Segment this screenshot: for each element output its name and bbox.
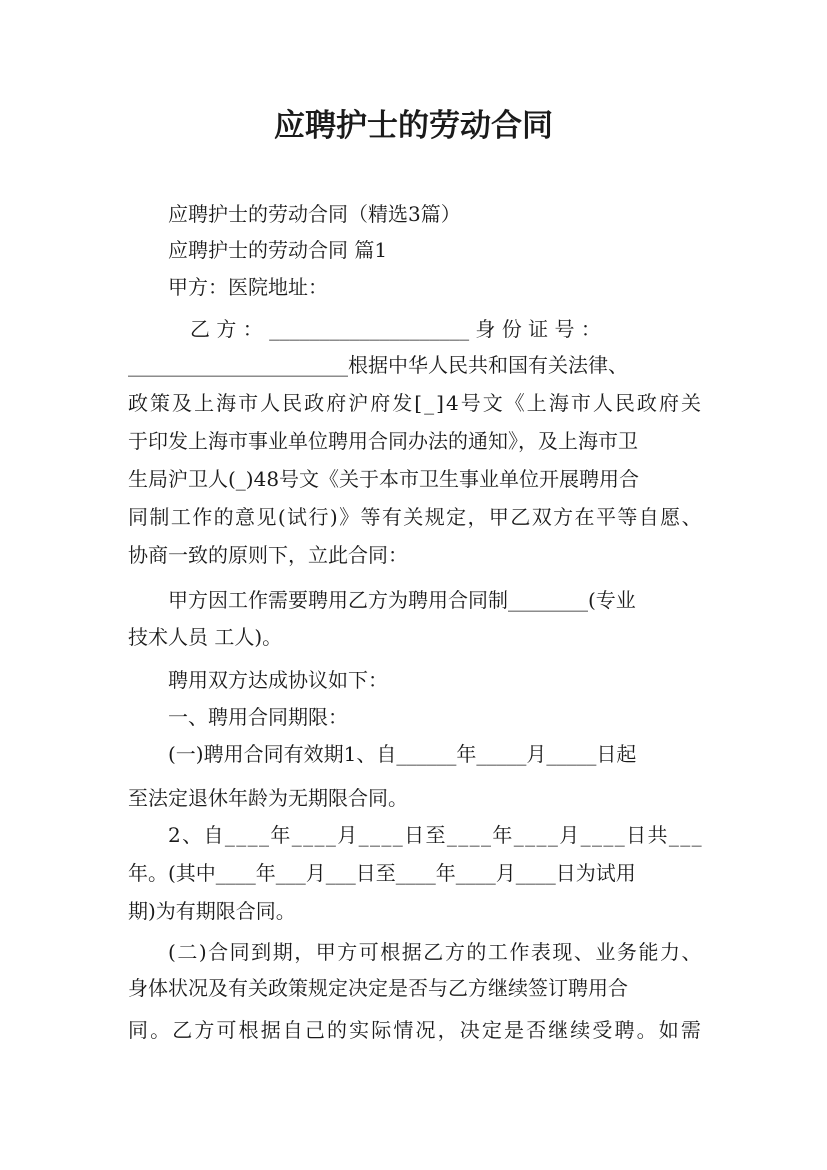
doc-line: 甲方：医院地址： (168, 275, 328, 299)
doc-line: 身体状况及有关政策规定决定是否与乙方继续签订聘用合 (128, 976, 628, 1000)
doc-line: 年。(其中____年___月___日至____年____月____日为试用 (128, 861, 636, 885)
doc-line: 协商一致的原则下，立此合同： (128, 543, 408, 567)
doc-line: 同。乙方可根据自己的实际情况，决定是否继续受聘。如需 (128, 1018, 703, 1042)
doc-line: 2、自____年____月____日至____年____月____日共___ (168, 823, 703, 847)
doc-line: ______________________根据中华人民共和国有关法律、 (128, 353, 628, 377)
doc-line: 技术人员 工人)。 (128, 625, 283, 649)
doc-line: 一、聘用合同期限： (168, 705, 348, 729)
doc-line: 乙 方 ： ____________________ 身 份 证 号 ： (190, 317, 601, 341)
doc-line: 聘用双方达成协议如下： (168, 668, 388, 692)
doc-line: 同制工作的意见(试行)》等有关规定，甲乙双方在平等自愿、 (128, 505, 703, 529)
doc-line: 应聘护士的劳动合同 篇1 (168, 238, 388, 262)
doc-line: 应聘护士的劳动合同（精选3篇） (168, 202, 461, 226)
doc-line: 政策及上海市人民政府沪府发[_]4号文《上海市人民政府关 (128, 391, 703, 415)
doc-line: 甲方因工作需要聘用乙方为聘用合同制________(专业 (168, 588, 636, 612)
doc-line: 生局沪卫人(_)48号文《关于本市卫生事业单位开展聘用合 (128, 467, 640, 491)
document-title: 应聘护士的劳动合同 (274, 108, 553, 144)
doc-line: (二)合同到期，甲方可根据乙方的工作表现、业务能力、 (168, 940, 703, 964)
doc-line: 于印发上海市事业单位聘用合同办法的通知》，及上海市卫 (128, 429, 638, 453)
doc-line: 至法定退休年龄为无期限合同。 (128, 786, 408, 810)
doc-line: 期)为有期限合同。 (128, 899, 296, 923)
doc-line: (一)聘用合同有效期1、自______年_____月_____日起 (168, 742, 637, 766)
